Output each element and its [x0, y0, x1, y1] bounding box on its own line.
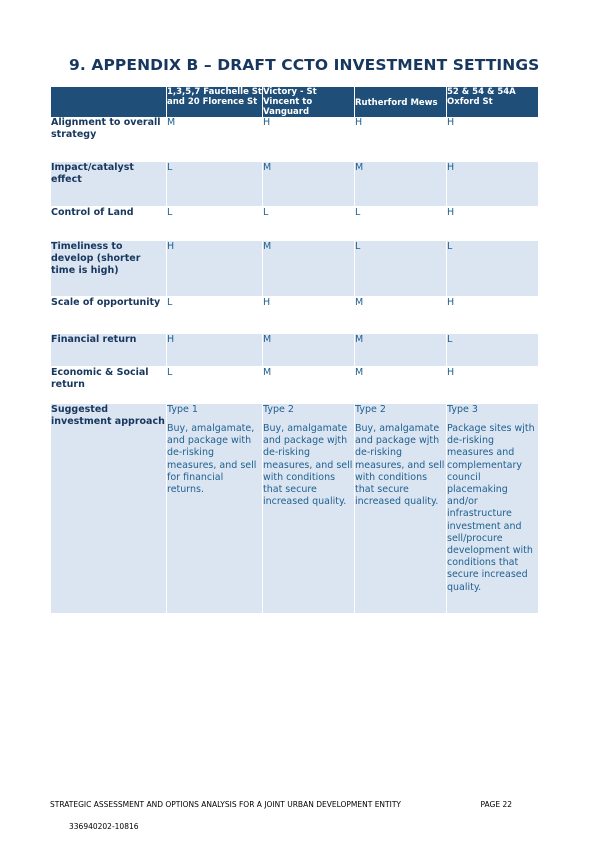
rating-cell: H: [167, 241, 263, 297]
rating-cell: M: [263, 162, 355, 207]
approach-text: Buy, amalgamate and package wjth de-risking measures, and sell with conditions that secure increased quality.: [355, 423, 445, 508]
rating-cell: M: [263, 367, 355, 404]
table-row: [51, 241, 538, 297]
table-row: [51, 162, 538, 207]
rating-cell: M: [355, 367, 447, 404]
rating-cell: M: [263, 241, 355, 297]
row-label: Financial return: [51, 334, 167, 367]
row-label: Impact/catalyst effect: [51, 162, 167, 207]
rating-cell: H: [167, 334, 263, 367]
row-label: Scale of opportunity: [51, 297, 167, 334]
rating-cell: L: [447, 241, 538, 297]
rating-cell: M: [167, 117, 263, 162]
rating-cell: L: [167, 162, 263, 207]
table-row: [51, 117, 538, 162]
header-site-rutherford: Rutherford Mews: [355, 87, 447, 117]
rating-cell: L: [355, 207, 447, 241]
table-header-row: [51, 87, 538, 117]
row-label: Alignment to overall strategy: [51, 117, 167, 162]
row-label: Timeliness to develop (shorter time is high): [51, 241, 167, 297]
header-site-oxford: 52 & 54 & 54A Oxford St: [447, 87, 538, 117]
rating-cell: H: [447, 297, 538, 334]
rating-cell: H: [263, 297, 355, 334]
header-site-victory: Victory - St Vincent to Vanguard: [263, 87, 355, 117]
page-number: PAGE 22: [480, 800, 512, 809]
approach-text: Buy, amalgamate, and package with de-risking measures, and sell for financial returns.: [167, 423, 257, 496]
investment-settings-table: [51, 87, 538, 614]
table-row: [51, 334, 538, 367]
rating-cell: H: [447, 162, 538, 207]
page-footer: [50, 800, 512, 809]
footer-title: STRATEGIC ASSESSMENT AND OPTIONS ANALYSIS FOR A JOINT URBAN DEVELOPMENT ENTITY: [50, 800, 402, 809]
rating-cell: L: [167, 367, 263, 404]
rating-cell: L: [263, 207, 355, 241]
rating-cell: L: [167, 297, 263, 334]
approach-cell: [447, 404, 538, 614]
document-number: 336940202-10816: [69, 822, 139, 831]
rating-cell: L: [355, 241, 447, 297]
rating-cell: M: [355, 162, 447, 207]
header-corner: [51, 87, 167, 117]
header-site-fauchelle: 1,3,5,7 Fauchelle St and 20 Florence St: [167, 87, 263, 117]
approach-type: Type 3: [447, 404, 478, 415]
table-row-approach: [51, 404, 538, 614]
table-row: [51, 207, 538, 241]
rating-cell: M: [355, 297, 447, 334]
row-label: Suggested investment approach: [51, 404, 167, 614]
page-heading: 9. APPENDIX B – DRAFT CCTO INVESTMENT SETTINGS: [69, 56, 540, 74]
table-row: [51, 367, 538, 404]
approach-text: Package sites wjth de-risking measures and complementary council placemaking and/or infrastructure investment and sell/procure development with conditions that secure increased quality.: [447, 423, 535, 593]
rating-cell: H: [447, 207, 538, 241]
approach-type: Type 2: [355, 404, 386, 415]
rating-cell: L: [447, 334, 538, 367]
rating-cell: H: [447, 367, 538, 404]
rating-cell: H: [447, 117, 538, 162]
row-label: Control of Land: [51, 207, 167, 241]
approach-cell: [167, 404, 263, 614]
rating-cell: M: [263, 334, 355, 367]
rating-cell: H: [263, 117, 355, 162]
table-row: [51, 297, 538, 334]
row-label: Economic & Social return: [51, 367, 167, 404]
rating-cell: L: [167, 207, 263, 241]
rating-cell: M: [355, 334, 447, 367]
approach-text: Buy, amalgamate and package wjth de-risking measures, and sell with conditions that secure increased quality.: [263, 423, 353, 508]
rating-cell: H: [355, 117, 447, 162]
approach-type: Type 1: [167, 404, 198, 415]
approach-cell: [355, 404, 447, 614]
approach-cell: [263, 404, 355, 614]
approach-type: Type 2: [263, 404, 294, 415]
